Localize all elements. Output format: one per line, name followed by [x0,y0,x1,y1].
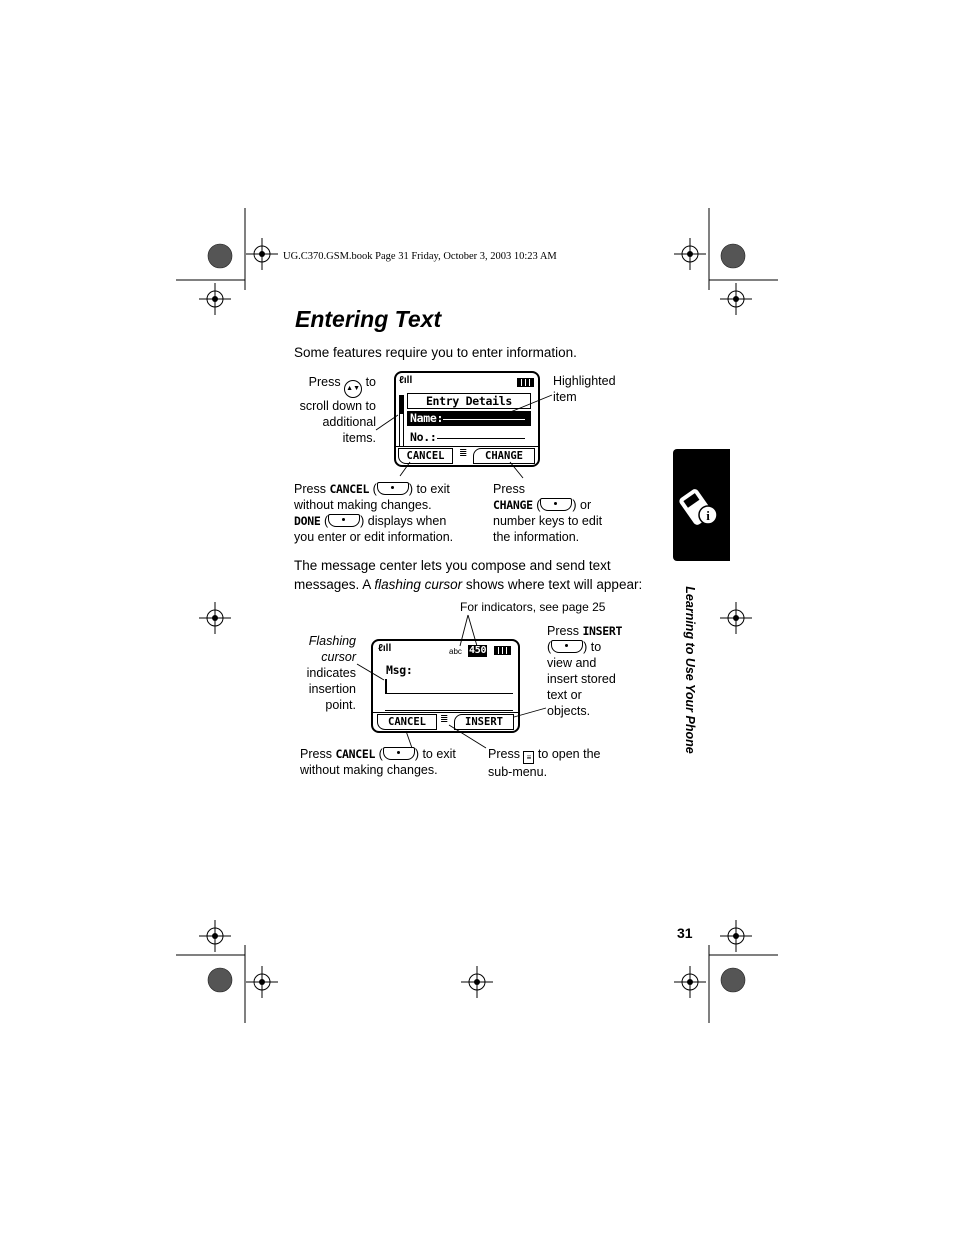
soft-key-cancel[interactable]: CANCEL [398,448,453,464]
book-header: UG.C370.GSM.book Page 31 Friday, October 3, 2003 10:23 AM [283,251,557,262]
scroll-note: Press ▲▼ to scroll down to additional items. [299,375,376,445]
chapter-tab [673,449,730,561]
indicators-note: For indicators, see page 25 [460,600,606,614]
nav-key-icon: ▲▼ [344,380,362,398]
cancel-note-2: Press CANCEL ( ) to exit without making changes. [300,747,456,777]
name-row-highlighted[interactable]: Name: [407,411,531,426]
phone-info-icon [673,449,730,561]
soft-key-insert[interactable]: INSERT [454,714,514,730]
msg-label: Msg: [386,663,413,677]
text-mode-indicator: abc [449,647,462,656]
left-soft-key-icon [383,747,415,760]
section-side-label: Learning to Use Your Phone [683,586,697,754]
message-paragraph: The message center lets you compose and send text messages. A flashing cursor shows where text will appear: [294,558,643,592]
cancel-note-1: Press CANCEL ( ) to exit without making changes. DONE ( ) displays when you enter or edit information. [294,482,454,544]
change-note: Press CHANGE ( ) or number keys to edit the information. [493,482,603,544]
menu-icon: ≣ [440,714,449,725]
page-number: 31 [677,925,693,941]
menu-key-icon: ≡ [523,751,534,764]
intro-text: Some features require you to enter information. [294,345,577,360]
insert-note: Press INSERT ( ) to view and insert stored text or objects. [547,624,623,718]
menu-icon: ≣ [459,448,468,459]
svg-text:i: i [706,508,710,523]
character-count-indicator: 450 [469,645,487,656]
screen-title: Entry Details [407,393,531,409]
signal-icon: ℓıll [399,375,413,386]
page-title: Entering Text [295,306,442,332]
cursor-note: Flashing cursor indicates insertion point. [306,634,356,712]
highlighted-note: Highlighted item [553,374,616,404]
signal-icon: ℓıll [378,643,392,654]
number-row[interactable]: No.: [410,430,530,444]
menu-note: Press ≡ to open the sub-menu. [488,747,601,779]
soft-key-change[interactable]: CHANGE [473,448,535,464]
soft-key-cancel[interactable]: CANCEL [377,714,437,730]
